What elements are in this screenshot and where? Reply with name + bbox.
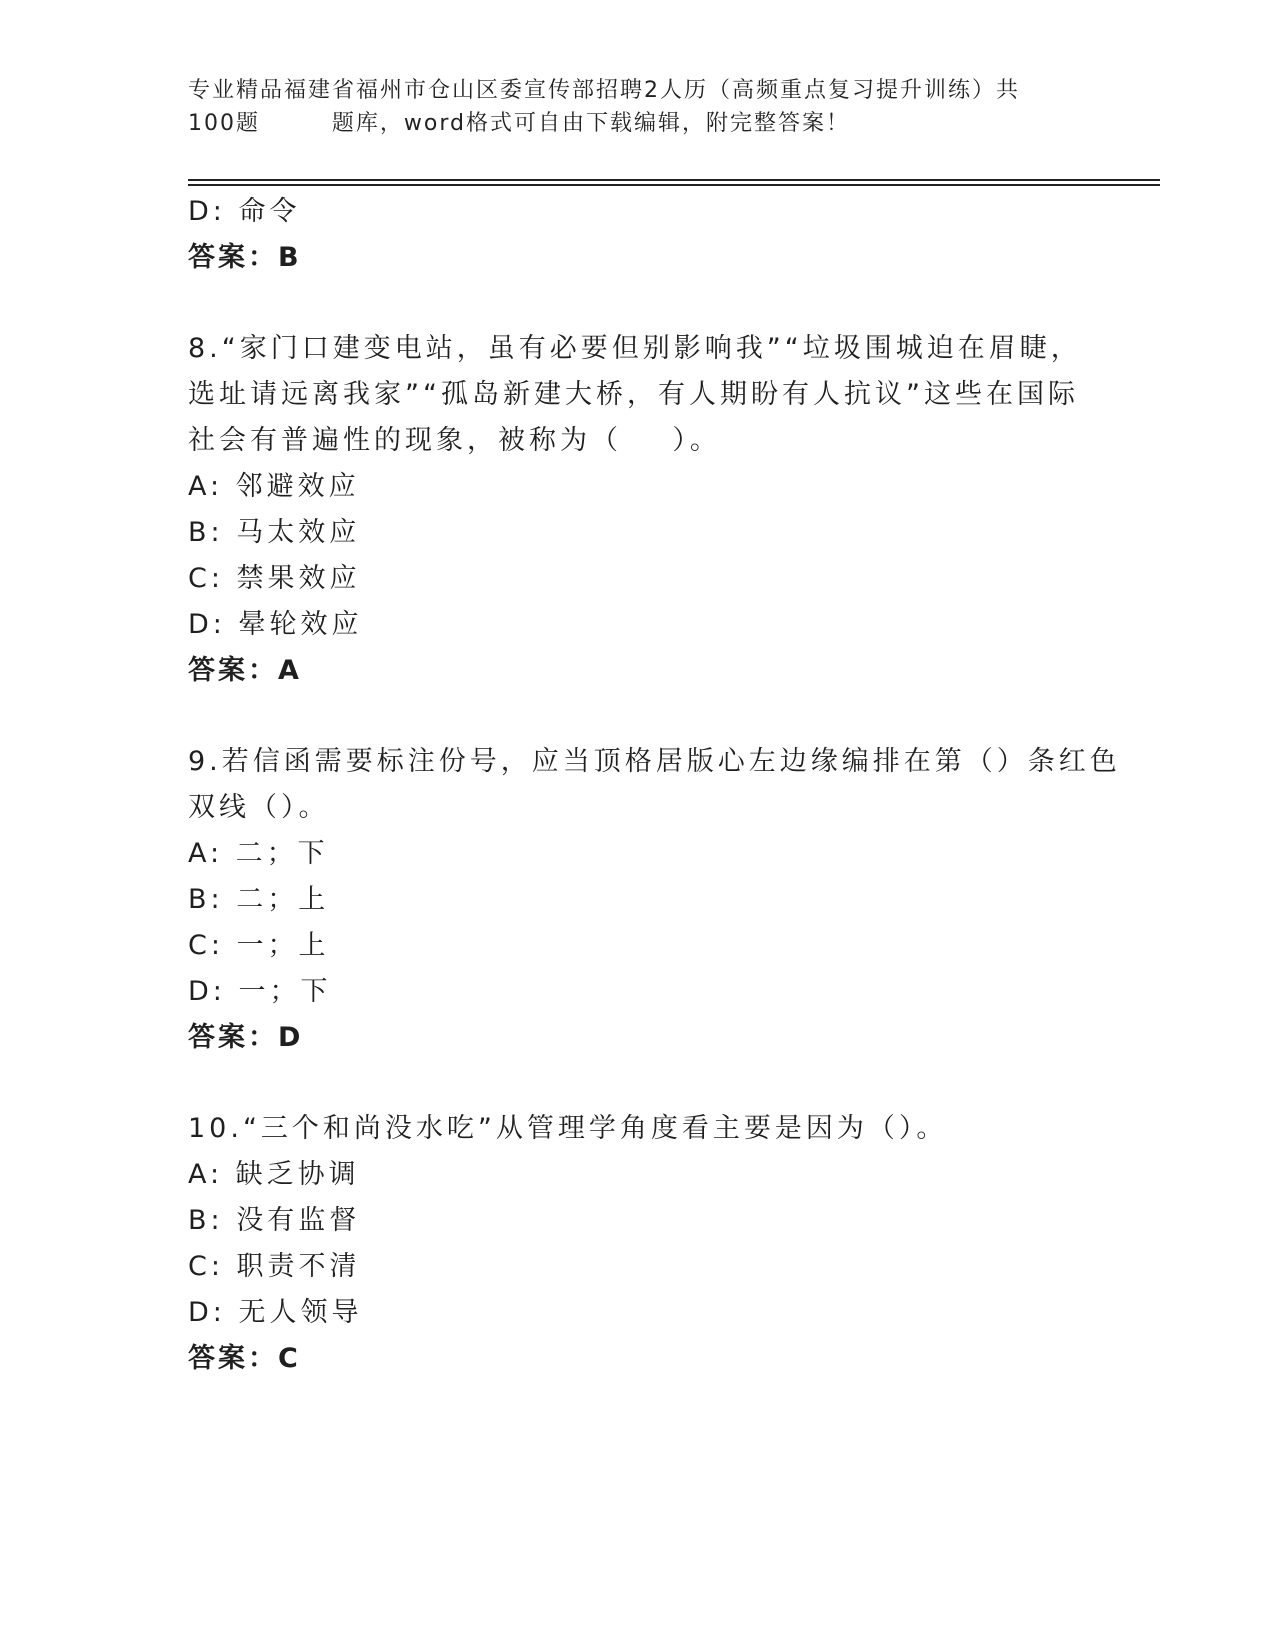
option-c: C: 职责不清 (188, 1251, 361, 1282)
question-10 (188, 1106, 1088, 1382)
option-b: B: 二；上 (188, 884, 330, 915)
option-d: D: 晕轮效应 (188, 609, 363, 640)
question-text-line: 选址请远离我家”“孤岛新建大桥，有人期盼有人抗议”这些在国际 (188, 379, 1079, 410)
spacer (188, 281, 1088, 326)
header-rule-bottom (188, 184, 1160, 186)
header-line-1: 专业精品福建省福州市仓山区委宣传部招聘2人历（高频重点复习提升训练）共 (188, 78, 1020, 103)
question-text-line: 8.“家门口建变电站，虽有必要但别影响我”“垃圾围城迫在眉睫， (188, 333, 1082, 364)
header-line-2: 100题 题库，word格式可自由下载编辑，附完整答案！ (188, 111, 851, 136)
spacer (188, 694, 1088, 739)
question-text-line: 社会有普遍性的现象，被称为（ ）。 (188, 425, 721, 456)
option-a: A: 二；下 (188, 838, 329, 869)
option-d: D: 一；下 (188, 976, 332, 1007)
answer: 答案：C (188, 1343, 301, 1374)
option-d: D: 命令 (188, 196, 301, 227)
question-8 (188, 326, 1088, 694)
option-a: A: 缺乏协调 (188, 1159, 360, 1190)
document-header (188, 74, 1088, 140)
answer: 答案：A (188, 655, 302, 686)
answer: 答案：D (188, 1022, 304, 1053)
answer: 答案：B (188, 242, 302, 273)
option-c: C: 禁果效应 (188, 563, 361, 594)
question-9 (188, 739, 1121, 1061)
option-c: C: 一；上 (188, 930, 330, 961)
option-b: B: 没有监督 (188, 1205, 361, 1236)
option-a: A: 邻避效应 (188, 471, 360, 502)
option-d: D: 无人领导 (188, 1297, 363, 1328)
option-b: B: 马太效应 (188, 517, 361, 548)
question-text-line: 双线（）。 (188, 792, 330, 823)
spacer (188, 1061, 1088, 1106)
question-text-line: 9.若信函需要标注份号，应当顶格居版心左边缘编排在第（）条红色 (188, 746, 1121, 777)
document-body (188, 189, 1121, 1382)
header-rule-top (188, 179, 1160, 181)
question-text-line: 10.“三个和尚没水吃”从管理学角度看主要是因为（）。 (188, 1113, 948, 1144)
